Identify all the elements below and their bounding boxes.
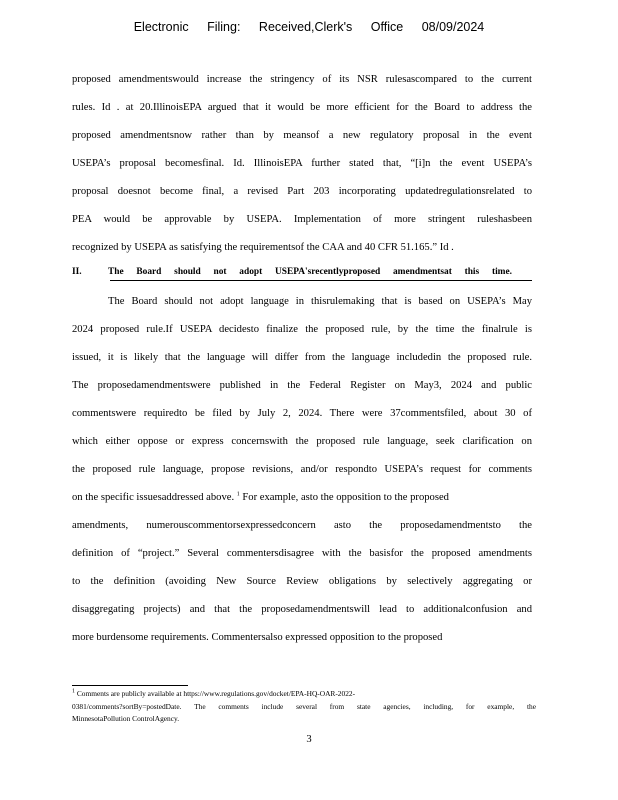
footnote-divider [72,685,188,686]
footnote-line [72,689,536,699]
body-line: proposed amendmentsnow rather than by meansof a new regulatory proposal in the event [72,130,532,141]
body-line: disaggregating projects) and that the proposedamendmentswill lead to additionalconfusion and [72,604,532,615]
body-line: USEPA’s proposal becomesfinal. Id. IllinoisEPA further stated that, “[i]n the event USEPA’s [72,158,532,169]
page-number: 3 [306,734,312,745]
footnote-line: MinnesotaPollution ControlAgency. [72,714,180,723]
footnote-marker: 1 [72,688,75,695]
body-line: commentswere requiredto be filed by July 2, 2024. There were 37commentsfiled, about 30 of [72,408,532,419]
body-line: recognized by USEPA as satisfying the requirementsof the CAA and 40 CFR 51.165.” Id . [72,242,454,253]
section-heading [72,267,532,281]
body-line: the proposed rule language, propose revisions, and/or respondto USEPA’s request for comments [72,464,532,475]
header-received: Received,Clerk's [258,20,353,34]
body-line: proposal doesnot become final, a revised Part 203 incorporating updatedregulationsrelated to [72,186,532,197]
body-line-with-footnote [72,491,502,505]
body-line: definition of “project.” Several commentersdisagree with the basisfor the proposed amendments [72,548,532,559]
section-number: II. [72,267,82,277]
body-line: The proposedamendmentswere published in the Federal Register on May3, 2024 and public [72,380,532,391]
header-office: Office [370,20,404,34]
header-filing: Filing: [207,20,241,34]
line-text-after-footnote: For example, asto the opposition to the proposed [242,492,449,503]
body-line: to the definition (avoiding New Source Review obligations by selectively aggregating or [72,576,532,587]
section-title: The Board should not adopt USEPA'srecentlyproposed amendmentsat this time. [108,267,512,277]
footnote-line: 0381/comments?sortBy=postedDate. The comments include several from state agencies, including, for example, the [72,702,536,711]
line-text-before-footnote: on the specific issuesaddressed above. [72,492,235,503]
body-line: rules. Id . at 20.IllinoisEPA argued that it would be more efficient for the Board to address the [72,102,532,113]
body-line: PEA would be approvable by USEPA. Implementation of more stringent ruleshasbeen [72,214,532,225]
body-line: proposed amendmentswould increase the stringency of its NSR rulesascompared to the current [72,74,532,85]
filing-header [0,20,618,34]
footnote-text: Comments are publicly available at https://www.regulations.gov/docket/EPA-HQ-OAR-2022- [76,689,356,698]
body-line: issued, it is likely that the language will differ from the language includedin the proposed rule. [72,352,532,363]
body-line: which either oppose or express concernswith the proposed rule language, seek clarification on [72,436,532,447]
body-line: more burdensome requirements. Commentersalso expressed opposition to the proposed [72,632,443,643]
header-date: 08/09/2024 [421,20,485,34]
heading-underline [110,280,532,281]
body-line: The Board should not adopt language in thisrulemaking that is based on USEPA’s May [108,296,532,307]
header-electronic: Electronic [133,20,189,34]
footnote-reference[interactable]: 1 [236,491,240,498]
body-line: 2024 proposed rule.If USEPA decidesto finalize the proposed rule, by the time the finalrule is [72,324,532,335]
body-line: amendments, numerouscommentorsexpressedconcern asto the proposedamendmentsto the [72,520,532,531]
